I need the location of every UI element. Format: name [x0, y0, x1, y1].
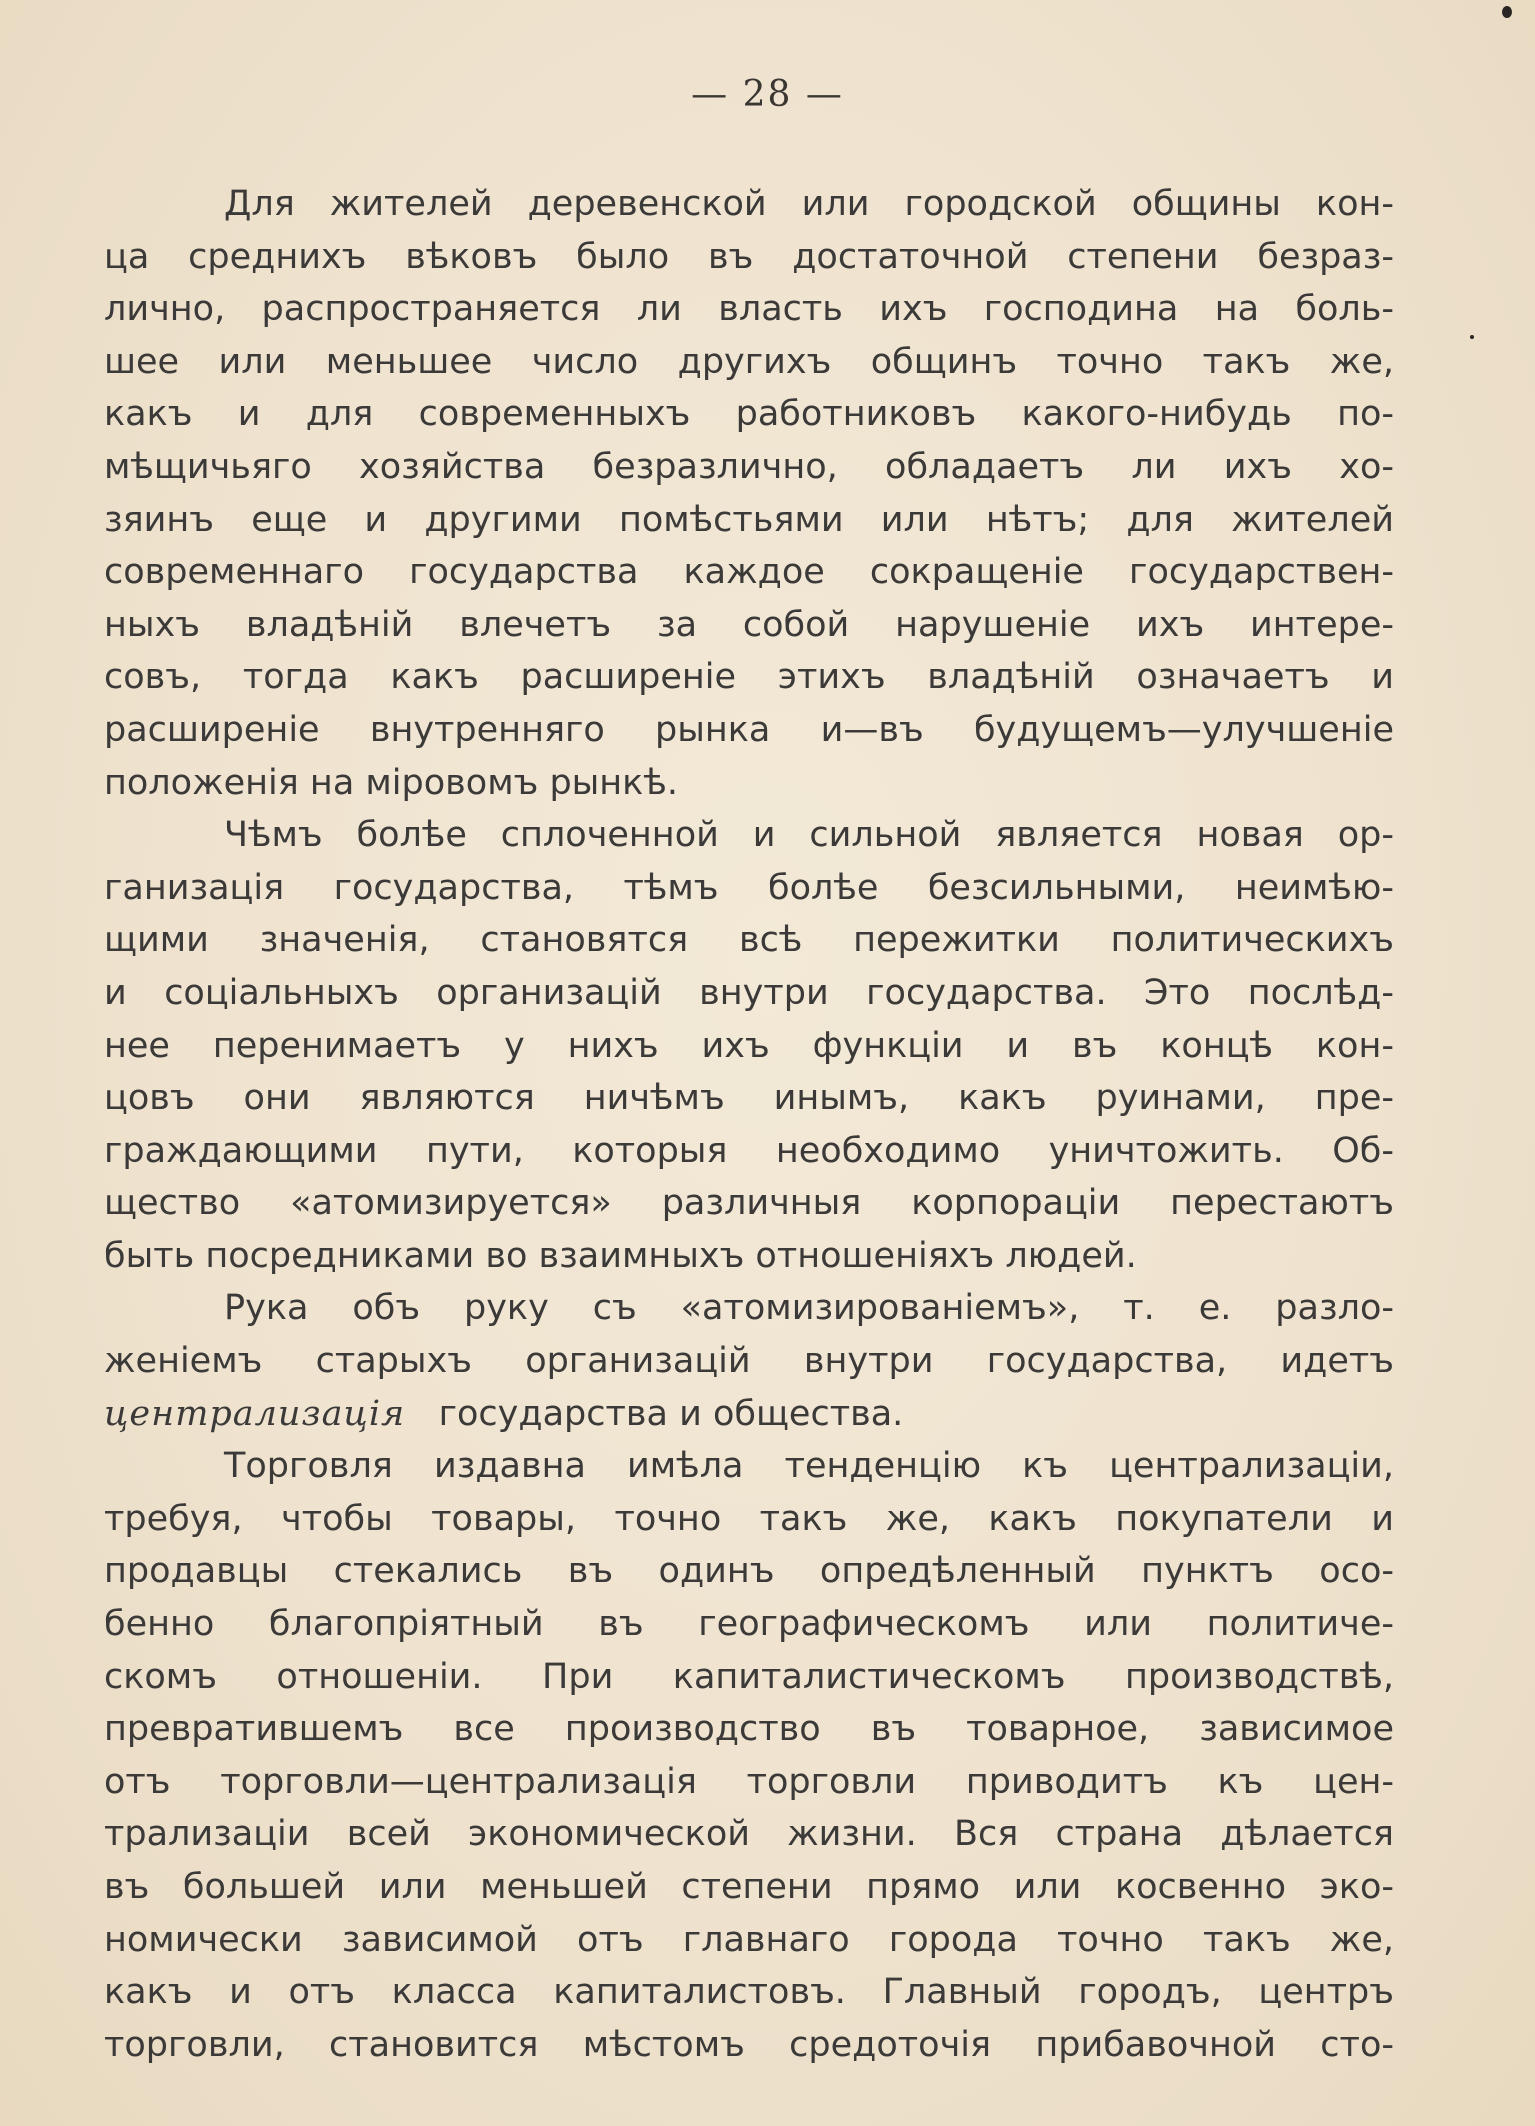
text-line	[104, 1388, 1394, 1441]
text-line: ганизація государства, тѣмъ болѣе безсильными, неимѣю-	[104, 867, 1394, 908]
text-line: шее или меньшее число другихъ общинъ точно такъ же,	[104, 341, 1394, 382]
text-line: бенно благопріятный въ географическомъ или политиче-	[104, 1604, 1394, 1645]
text-line: положенія на міровомъ рынкѣ.	[104, 762, 678, 803]
text-line: скомъ отношеніи. При капиталистическомъ производствѣ,	[104, 1656, 1394, 1697]
text-line: совъ, тогда какъ расширеніе этихъ владѣній означаетъ и	[104, 657, 1394, 698]
text-line: щими значенія, становятся всѣ пережитки политическихъ	[104, 920, 1394, 961]
text-line: Чѣмъ болѣе сплоченной и сильной является новая ор-	[224, 815, 1394, 856]
text-line: требуя, чтобы товары, точно такъ же, какъ покупатели и	[104, 1498, 1394, 1539]
text-line: превратившемъ все производство въ товарное, зависимое	[104, 1709, 1394, 1750]
text-line: Для жителей деревенской или городской общины кон-	[224, 184, 1394, 224]
text-line: граждающими пути, которыя необходимо уничтожить. Об-	[104, 1130, 1394, 1171]
text-line: мѣщичьяго хозяйства безразлично, обладаетъ ли ихъ хо-	[104, 446, 1394, 487]
text-line: Торговля издавна имѣла тенденцію къ централизаціи,	[224, 1446, 1394, 1487]
text-line: торговли, становится мѣстомъ средоточія прибавочной сто-	[104, 2024, 1394, 2065]
text-line: цовъ они являются ничѣмъ инымъ, какъ руинами, пре-	[104, 1078, 1394, 1119]
emphasized-word: централизація	[104, 1393, 406, 1434]
text-line: какъ и для современныхъ работниковъ какого-нибудь по-	[104, 394, 1394, 435]
text-line: быть посредниками во взаимныхъ отношеніяхъ людей.	[104, 1235, 1137, 1276]
text-line-rest: государства и общества.	[438, 1393, 904, 1434]
body-text	[104, 178, 1394, 2071]
text-line: продавцы стекались въ одинъ опредѣленный пунктъ осо-	[104, 1551, 1394, 1592]
text-line: зяинъ еще и другими помѣстьями или нѣтъ; для жителей	[104, 499, 1394, 540]
text-line: и соціальныхъ организацій внутри государства. Это послѣд-	[104, 972, 1394, 1013]
text-line: ца среднихъ вѣковъ было въ достаточной степени безраз-	[104, 236, 1394, 277]
text-line: ныхъ владѣній влечетъ за собой нарушеніе ихъ интере-	[104, 604, 1394, 645]
text-line: номически зависимой отъ главнаго города точно такъ же,	[104, 1919, 1394, 1960]
text-line: лично, распространяется ли власть ихъ господина на боль-	[104, 289, 1394, 330]
page-number: — 28 —	[691, 74, 844, 115]
ink-speck	[1502, 6, 1512, 18]
text-line: Рука объ руку съ «атомизированіемъ», т. е. разло-	[224, 1288, 1394, 1329]
text-line: какъ и отъ класса капиталистовъ. Главный городъ, центръ	[104, 1972, 1394, 2013]
text-line: расширеніе внутренняго рынка и—въ будущемъ—улучшеніе	[104, 709, 1394, 750]
text-line: современнаго государства каждое сокращеніе государствен-	[104, 552, 1394, 593]
text-line: щество «атомизируется» различныя корпораціи перестаютъ	[104, 1183, 1394, 1224]
text-line: отъ торговли—централизація торговли приводитъ къ цен-	[104, 1761, 1394, 1802]
ink-speck	[1470, 335, 1474, 339]
text-line: женіемъ старыхъ организацій внутри государства, идетъ	[104, 1341, 1394, 1382]
text-line: нее перенимаетъ у нихъ ихъ функціи и въ концѣ кон-	[104, 1025, 1394, 1066]
text-line: трализаціи всей экономической жизни. Вся страна дѣлается	[104, 1814, 1394, 1855]
text-line: въ большей или меньшей степени прямо или косвенно эко-	[104, 1867, 1394, 1907]
